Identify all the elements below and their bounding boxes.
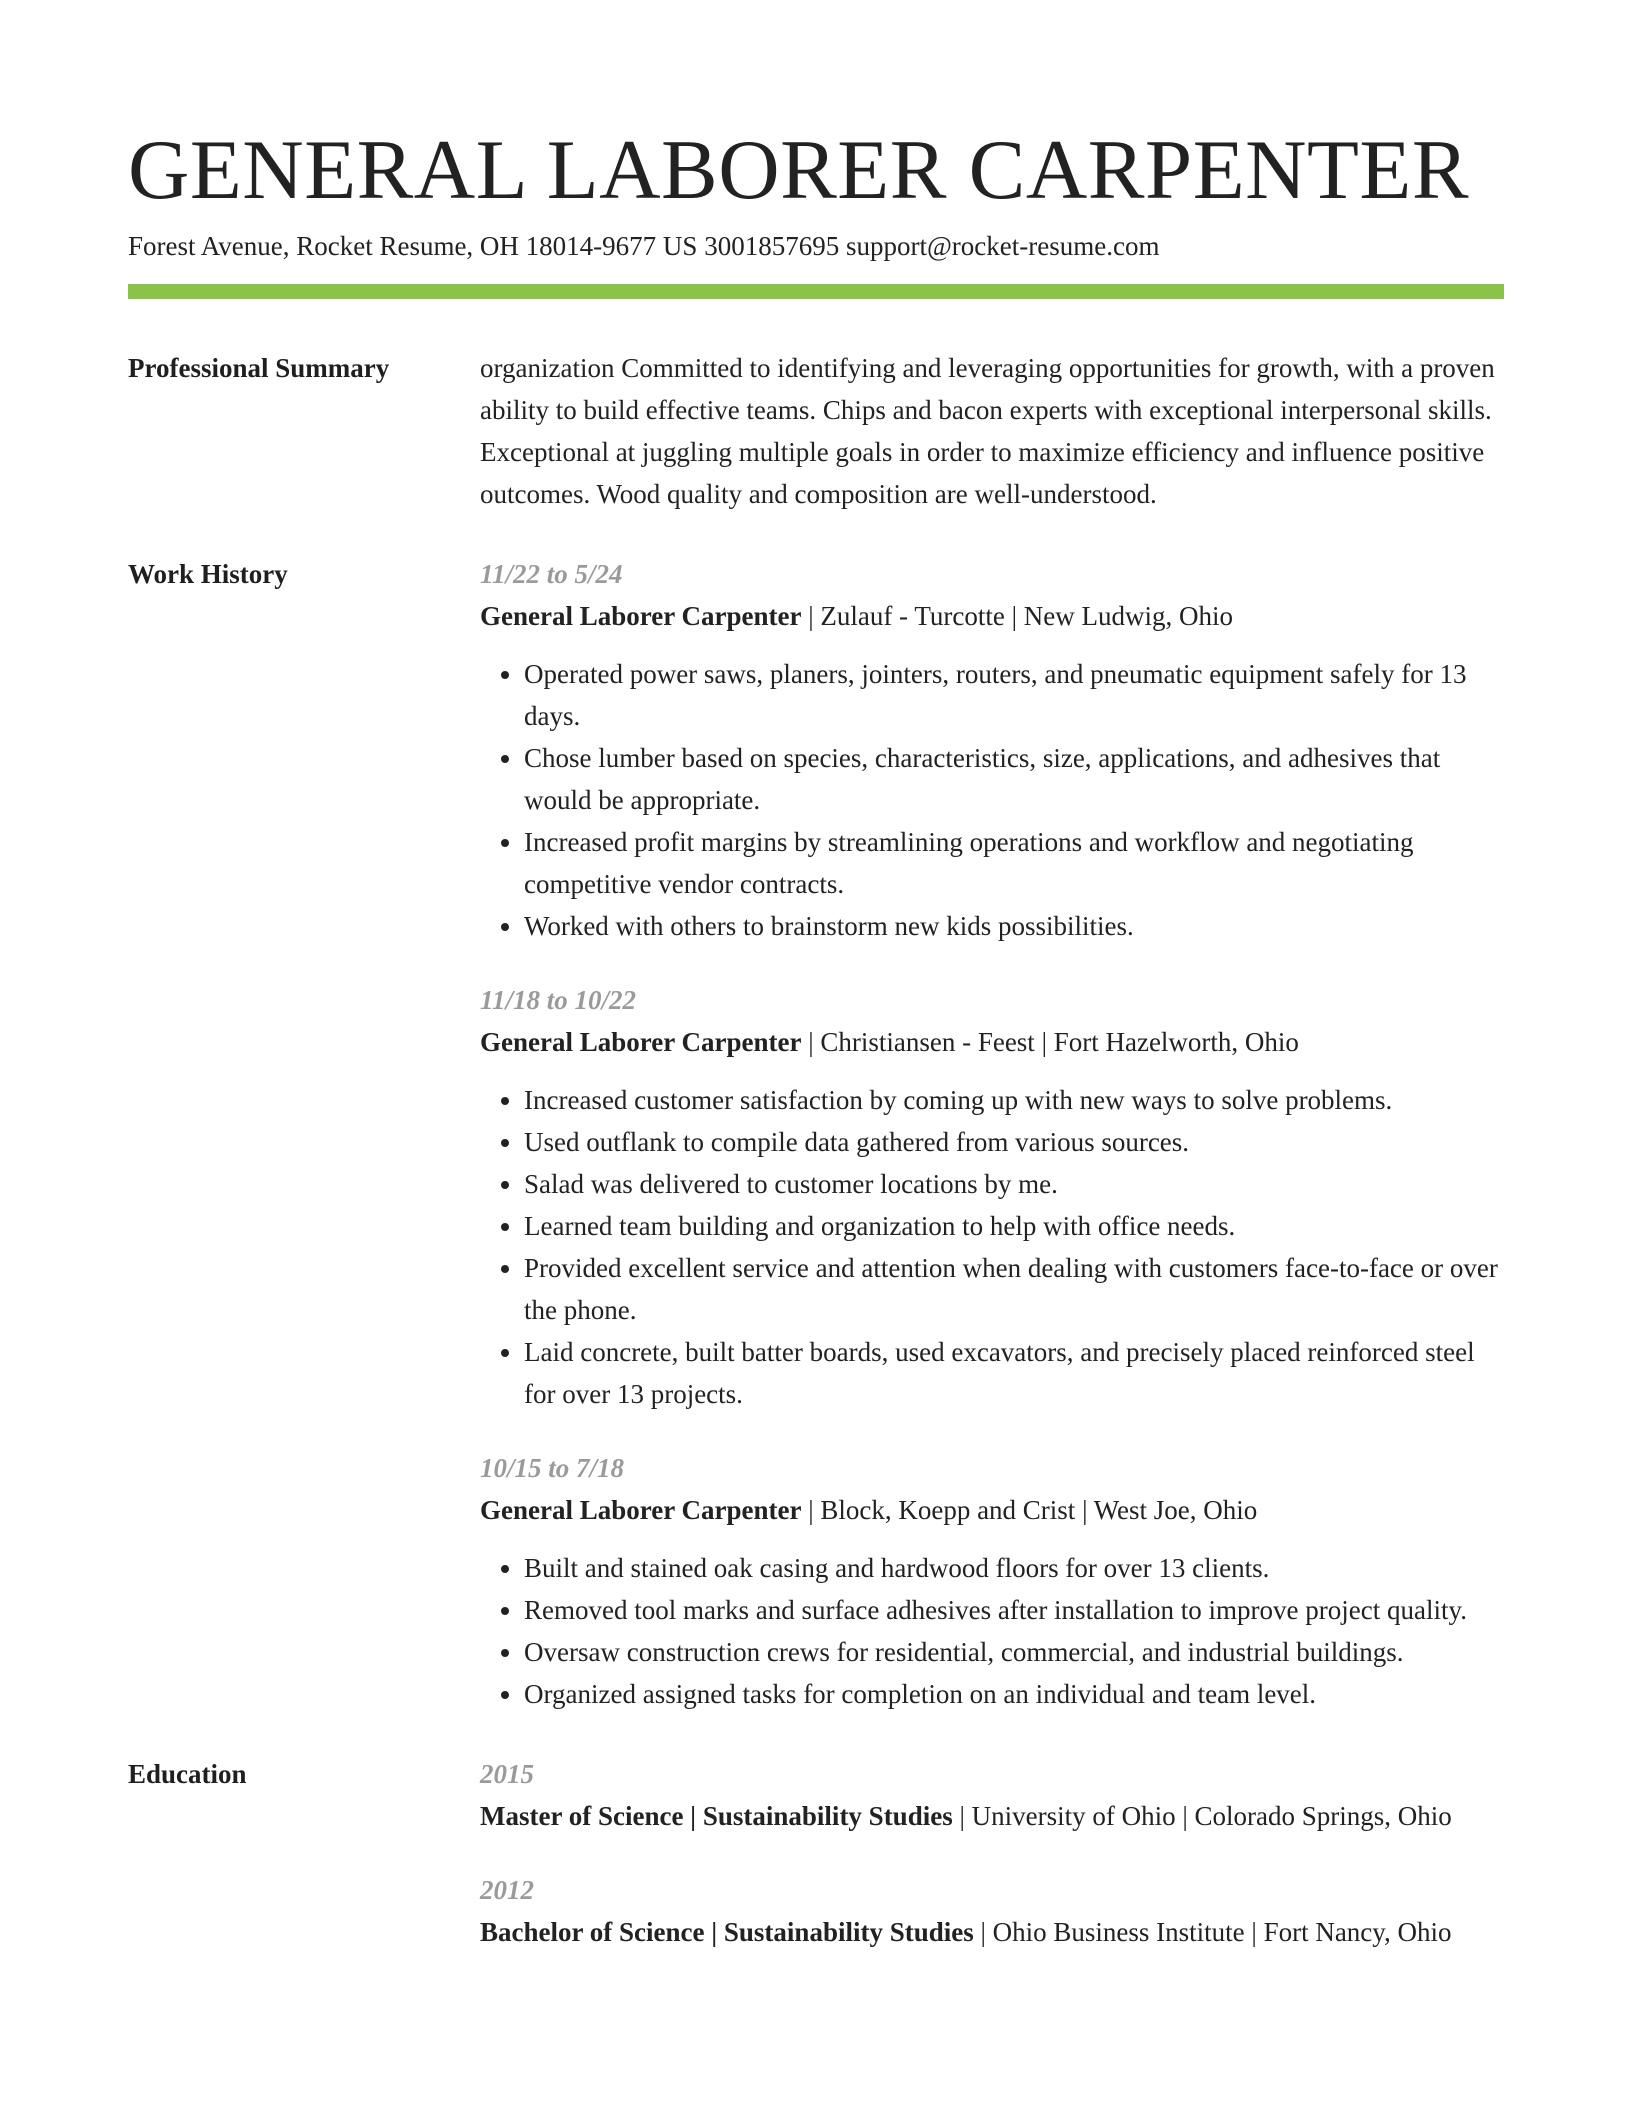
job-title: General Laborer Carpenter: [480, 1027, 802, 1057]
job-duty: • Oversaw construction crews for residential, commercial, and industrial buildings.: [524, 1631, 1504, 1673]
job-heading: [480, 1489, 1504, 1531]
job-entry: [480, 979, 1504, 1415]
job-duty: • Provided excellent service and attention when dealing with customers face-to-face or over the phone.: [524, 1247, 1504, 1331]
section-title-summary: Professional Summary: [128, 353, 390, 383]
job-title: General Laborer Carpenter: [480, 601, 802, 631]
degree-title: Master of Science | Sustainability Studies: [480, 1801, 953, 1831]
job-dates: 11/18 to 10/22: [480, 985, 637, 1015]
job-duty: • Learned team building and organization to help with office needs.: [524, 1205, 1504, 1247]
job-duty: • Increased profit margins by streamlining operations and workflow and negotiating competitive vendor contracts.: [524, 821, 1504, 905]
job-employer-location: | Zulauf - Turcotte | New Ludwig, Ohio: [801, 601, 1233, 631]
summary-body: [480, 347, 1504, 515]
education-body: [480, 1753, 1504, 1953]
candidate-name: GENERAL LABORER CARPENTER: [128, 123, 1470, 217]
work-history-section: [128, 553, 1504, 1715]
degree-title: Bachelor of Science | Sustainability Studies: [480, 1917, 974, 1947]
job-duty: • Worked with others to brainstorm new kids possibilities.: [524, 905, 1504, 947]
job-entry: [480, 553, 1504, 947]
education-entry: [480, 1869, 1504, 1953]
job-title: General Laborer Carpenter: [480, 1495, 802, 1525]
education-section: [128, 1753, 1504, 1953]
section-title-work-history: Work History: [128, 559, 288, 589]
job-duty: • Operated power saws, planers, jointers, routers, and pneumatic equipment safely for 13 days.: [524, 653, 1504, 737]
education-heading: [480, 1911, 1504, 1953]
job-entry: [480, 1447, 1504, 1715]
job-duty: • Organized assigned tasks for completion on an individual and team level.: [524, 1673, 1504, 1715]
work-history-body: [480, 553, 1504, 1715]
education-year: 2012: [480, 1875, 534, 1905]
job-employer-location: | Block, Koepp and Crist | West Joe, Ohio: [801, 1495, 1258, 1525]
education-entry: [480, 1753, 1504, 1837]
header-divider: [128, 284, 1504, 299]
job-heading: [480, 1021, 1504, 1063]
job-duties-list: [480, 1547, 1504, 1715]
job-duty: • Chose lumber based on species, characteristics, size, applications, and adhesives that would be appropriate.: [524, 737, 1504, 821]
summary-text: organization Committed to identifying and leveraging opportunities for growth, with a proven ability to build effective teams. Chips and bacon experts with exceptional interpersonal skills. Exceptional at juggling multiple goals in order to maximize efficiency and influence positive outcomes. Wood quality and composition are well-understood.: [480, 353, 1495, 509]
education-heading: [480, 1795, 1504, 1837]
job-duties-list: [480, 653, 1504, 947]
job-duty: • Built and stained oak casing and hardwood floors for over 13 clients.: [524, 1547, 1504, 1589]
job-duty: • Increased customer satisfaction by coming up with new ways to solve problems.: [524, 1079, 1504, 1121]
education-year: 2015: [480, 1759, 534, 1789]
job-duty: • Salad was delivered to customer locations by me.: [524, 1163, 1504, 1205]
job-dates: 11/22 to 5/24: [480, 559, 623, 589]
job-dates: 10/15 to 7/18: [480, 1453, 625, 1483]
job-duty: • Laid concrete, built batter boards, used excavators, and precisely placed reinforced steel for over 13 projects.: [524, 1331, 1504, 1415]
school-location: | Ohio Business Institute | Fort Nancy, Ohio: [973, 1917, 1452, 1947]
job-duties-list: [480, 1079, 1504, 1415]
job-duty: • Removed tool marks and surface adhesives after installation to improve project quality.: [524, 1589, 1504, 1631]
school-location: | University of Ohio | Colorado Springs, Ohio: [952, 1801, 1452, 1831]
summary-section: [128, 347, 1504, 515]
contact-info: Forest Avenue, Rocket Resume, OH 18014-9677 US 3001857695 support@rocket-resume.com: [128, 231, 1160, 261]
section-title-education: Education: [128, 1759, 247, 1789]
job-heading: [480, 595, 1504, 637]
job-duty: • Used outflank to compile data gathered from various sources.: [524, 1121, 1504, 1163]
job-employer-location: | Christiansen - Feest | Fort Hazelworth, Ohio: [801, 1027, 1299, 1057]
